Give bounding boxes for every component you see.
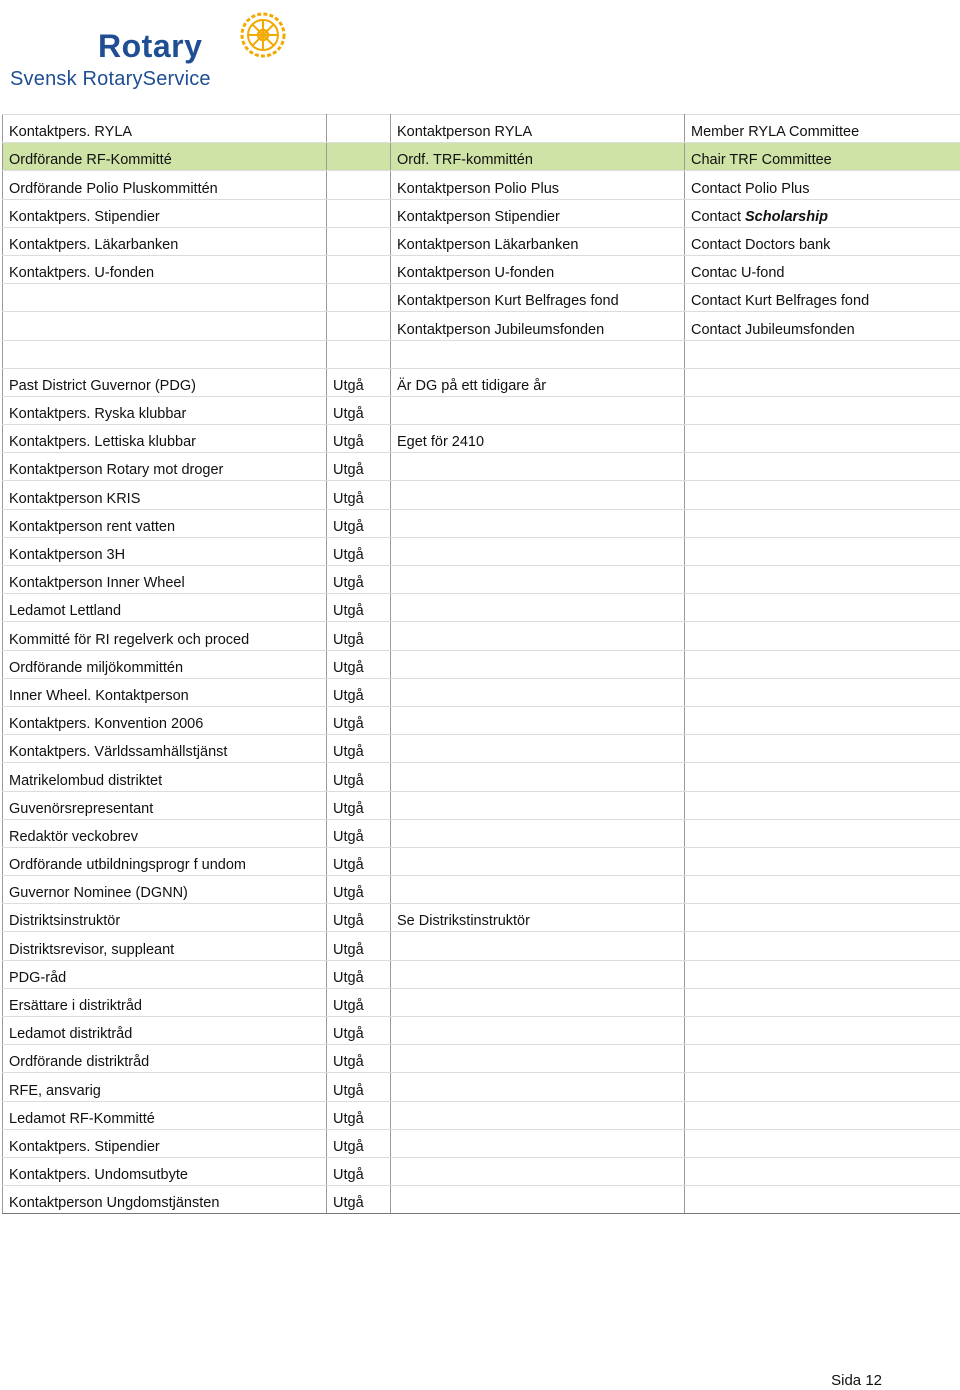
cell-empty xyxy=(685,566,960,594)
cell-role-old: Kontaktpers. Undomsutbyte xyxy=(3,1157,327,1185)
cell-note xyxy=(391,650,685,678)
cell-status: Utgå xyxy=(327,1186,391,1214)
cell-empty xyxy=(685,932,960,960)
cell-text: Contact xyxy=(691,208,745,225)
cell-note xyxy=(391,481,685,509)
table-row xyxy=(3,706,960,734)
table-row xyxy=(3,960,960,988)
cell-note xyxy=(391,1157,685,1185)
table-row xyxy=(3,791,960,819)
table-row xyxy=(3,453,960,481)
cell-role-old: Kontaktpers. Stipendier xyxy=(3,1129,327,1157)
cell-role-english: Contac U-fond xyxy=(685,255,960,283)
cell-role-old: Kommitté för RI regelverk och proced xyxy=(3,622,327,650)
cell-status xyxy=(327,255,391,283)
cell-role-old: Ordförande distriktråd xyxy=(3,1045,327,1073)
cell-role-old: Ordförande Polio Pluskommittén xyxy=(3,171,327,199)
cell-empty xyxy=(685,1157,960,1185)
cell-role-old: Ledamot RF-Kommitté xyxy=(3,1101,327,1129)
cell-empty xyxy=(685,876,960,904)
cell-note xyxy=(391,1017,685,1045)
cell-empty xyxy=(3,340,327,368)
cell-role-old: Kontaktpers. Världssamhällstjänst xyxy=(3,735,327,763)
cell-empty xyxy=(685,537,960,565)
table-row xyxy=(3,1045,960,1073)
cell-status: Utgå xyxy=(327,396,391,424)
table-row xyxy=(3,988,960,1016)
cell-empty xyxy=(685,425,960,453)
cell-empty xyxy=(685,650,960,678)
cell-role-english: Contact Jubileumsfonden xyxy=(685,312,960,340)
cell-role-english: Contact Kurt Belfrages fond xyxy=(685,284,960,312)
table-row xyxy=(3,509,960,537)
cell-role-old: Kontaktperson Ungdomstjänsten xyxy=(3,1186,327,1214)
cell-role-old: Kontaktpers. Konvention 2006 xyxy=(3,706,327,734)
cell-note xyxy=(391,509,685,537)
table-row xyxy=(3,115,960,143)
cell-note xyxy=(391,1045,685,1073)
cell-note: Se Distrikstinstruktör xyxy=(391,904,685,932)
cell-role-old xyxy=(3,284,327,312)
cell-status xyxy=(327,199,391,227)
cell-status: Utgå xyxy=(327,481,391,509)
cell-role-old: Guvernor Nominee (DGNN) xyxy=(3,876,327,904)
cell-role-old: Kontaktperson 3H xyxy=(3,537,327,565)
cell-role-old: Kontaktperson rent vatten xyxy=(3,509,327,537)
table-row xyxy=(3,650,960,678)
cell-role-new: Ordf. TRF-kommittén xyxy=(391,143,685,171)
cell-role-old: Inner Wheel. Kontaktperson xyxy=(3,678,327,706)
cell-note xyxy=(391,537,685,565)
table-row xyxy=(3,368,960,396)
cell-role-old: Matrikelombud distriktet xyxy=(3,763,327,791)
cell-status: Utgå xyxy=(327,763,391,791)
logo-rotary-wordmark: Rotary xyxy=(98,28,203,64)
cell-role-new: Kontaktperson Läkarbanken xyxy=(391,227,685,255)
cell-status: Utgå xyxy=(327,988,391,1016)
table-row xyxy=(3,763,960,791)
cell-empty xyxy=(685,847,960,875)
cell-empty xyxy=(685,509,960,537)
cell-role-old: Kontaktpers. Läkarbanken xyxy=(3,227,327,255)
table-row xyxy=(3,932,960,960)
cell-note xyxy=(391,763,685,791)
cell-note xyxy=(391,932,685,960)
cell-note xyxy=(391,791,685,819)
discontinued-roles xyxy=(3,368,960,1214)
cell-role-old: Kontaktperson KRIS xyxy=(3,481,327,509)
cell-role-old: Kontaktpers. Ryska klubbar xyxy=(3,396,327,424)
cell-status: Utgå xyxy=(327,622,391,650)
cell-empty xyxy=(685,396,960,424)
cell-status: Utgå xyxy=(327,1157,391,1185)
cell-role-english xyxy=(685,199,960,227)
role-mapping-table xyxy=(2,114,960,1214)
cell-role-old: Kontaktpers. U-fonden xyxy=(3,255,327,283)
table-row xyxy=(3,425,960,453)
header-logo xyxy=(10,8,290,92)
table-row xyxy=(3,227,960,255)
cell-note xyxy=(391,819,685,847)
cell-role-new: Kontaktperson Jubileumsfonden xyxy=(391,312,685,340)
cell-role-new: Kontaktperson RYLA xyxy=(391,115,685,143)
cell-empty xyxy=(685,819,960,847)
cell-role-old: Distriktsinstruktör xyxy=(3,904,327,932)
cell-status: Utgå xyxy=(327,735,391,763)
cell-note xyxy=(391,1186,685,1214)
cell-note xyxy=(391,960,685,988)
cell-empty xyxy=(685,960,960,988)
cell-empty xyxy=(685,735,960,763)
cell-empty xyxy=(685,988,960,1016)
cell-status: Utgå xyxy=(327,1073,391,1101)
cell-role-old: Kontaktpers. RYLA xyxy=(3,115,327,143)
cell-status: Utgå xyxy=(327,678,391,706)
cell-status: Utgå xyxy=(327,904,391,932)
cell-empty xyxy=(685,791,960,819)
cell-text-emphasis: Scholarship xyxy=(745,208,828,225)
cell-role-old: Ledamot distriktråd xyxy=(3,1017,327,1045)
cell-note: Eget för 2410 xyxy=(391,425,685,453)
logo-subtitle: Svensk RotaryService xyxy=(10,68,211,90)
cell-role-old: Kontaktpers. Lettiska klubbar xyxy=(3,425,327,453)
table-row xyxy=(3,537,960,565)
cell-status xyxy=(327,227,391,255)
cell-role-english: Contact Polio Plus xyxy=(685,171,960,199)
table-row xyxy=(3,312,960,340)
cell-note xyxy=(391,594,685,622)
cell-empty xyxy=(685,1186,960,1214)
table-row xyxy=(3,735,960,763)
cell-empty xyxy=(685,904,960,932)
cell-status: Utgå xyxy=(327,650,391,678)
table-row xyxy=(3,876,960,904)
cell-note xyxy=(391,706,685,734)
table-row xyxy=(3,1186,960,1214)
cell-empty xyxy=(685,340,960,368)
table-row xyxy=(3,622,960,650)
cell-status: Utgå xyxy=(327,791,391,819)
cell-status: Utgå xyxy=(327,847,391,875)
cell-role-old: Ledamot Lettland xyxy=(3,594,327,622)
cell-status: Utgå xyxy=(327,425,391,453)
cell-empty xyxy=(685,1073,960,1101)
table-row xyxy=(3,819,960,847)
cell-role-old: Ordförande utbildningsprogr f undom xyxy=(3,847,327,875)
cell-note xyxy=(391,1129,685,1157)
table-row xyxy=(3,678,960,706)
table-row xyxy=(3,1073,960,1101)
cell-status: Utgå xyxy=(327,1129,391,1157)
page-number: Sida 12 xyxy=(831,1372,882,1389)
table-row xyxy=(3,566,960,594)
cell-empty xyxy=(327,340,391,368)
table-row xyxy=(3,904,960,932)
cell-empty xyxy=(685,594,960,622)
cell-status: Utgå xyxy=(327,960,391,988)
cell-role-new: Kontaktperson Polio Plus xyxy=(391,171,685,199)
cell-note: Är DG på ett tidigare år xyxy=(391,368,685,396)
table-row xyxy=(3,171,960,199)
table-row xyxy=(3,1157,960,1185)
table-row-highlighted xyxy=(3,143,960,171)
table-row xyxy=(3,481,960,509)
cell-empty xyxy=(685,1017,960,1045)
cell-note xyxy=(391,1073,685,1101)
cell-status: Utgå xyxy=(327,566,391,594)
cell-empty xyxy=(685,368,960,396)
cell-role-old: PDG-råd xyxy=(3,960,327,988)
cell-status: Utgå xyxy=(327,537,391,565)
cell-empty xyxy=(685,678,960,706)
cell-role-old: Guvenörsrepresentant xyxy=(3,791,327,819)
cell-status: Utgå xyxy=(327,453,391,481)
table-row xyxy=(3,396,960,424)
cell-status: Utgå xyxy=(327,368,391,396)
cell-empty xyxy=(391,340,685,368)
cell-note xyxy=(391,566,685,594)
cell-role-old: Redaktör veckobrev xyxy=(3,819,327,847)
cell-role-english: Chair TRF Committee xyxy=(685,143,960,171)
cell-role-old: Kontaktpers. Stipendier xyxy=(3,199,327,227)
cell-role-old: Distriktsrevisor, suppleant xyxy=(3,932,327,960)
cell-status: Utgå xyxy=(327,932,391,960)
table-row xyxy=(3,284,960,312)
cell-note xyxy=(391,396,685,424)
cell-status: Utgå xyxy=(327,706,391,734)
table-row xyxy=(3,1129,960,1157)
cell-empty xyxy=(685,706,960,734)
cell-status xyxy=(327,171,391,199)
cell-empty xyxy=(685,481,960,509)
cell-status: Utgå xyxy=(327,1045,391,1073)
cell-status xyxy=(327,143,391,171)
cell-status: Utgå xyxy=(327,1017,391,1045)
cell-note xyxy=(391,876,685,904)
cell-role-old: Ordförande RF-Kommitté xyxy=(3,143,327,171)
cell-role-old: Kontaktperson Rotary mot droger xyxy=(3,453,327,481)
cell-role-new: Kontaktperson Kurt Belfrages fond xyxy=(391,284,685,312)
table-row xyxy=(3,1017,960,1045)
cell-status: Utgå xyxy=(327,1101,391,1129)
cell-empty xyxy=(685,453,960,481)
cell-role-old: RFE, ansvarig xyxy=(3,1073,327,1101)
table-row xyxy=(3,199,960,227)
cell-status xyxy=(327,284,391,312)
cell-status xyxy=(327,312,391,340)
cell-status: Utgå xyxy=(327,594,391,622)
cell-status xyxy=(327,115,391,143)
cell-role-english: Contact Doctors bank xyxy=(685,227,960,255)
cell-note xyxy=(391,453,685,481)
cell-role-old: Kontaktperson Inner Wheel xyxy=(3,566,327,594)
rotary-wheel-icon xyxy=(238,10,288,60)
cell-empty xyxy=(685,1101,960,1129)
cell-empty xyxy=(685,1045,960,1073)
cell-role-old: Ordförande miljökommittén xyxy=(3,650,327,678)
cell-status: Utgå xyxy=(327,509,391,537)
cell-note xyxy=(391,988,685,1016)
cell-role-old: Past District Guvernor (PDG) xyxy=(3,368,327,396)
cell-note xyxy=(391,1101,685,1129)
cell-note xyxy=(391,847,685,875)
table-row xyxy=(3,847,960,875)
cell-empty xyxy=(685,1129,960,1157)
table-row-spacer xyxy=(3,340,960,368)
cell-status: Utgå xyxy=(327,876,391,904)
cell-role-english: Member RYLA Committee xyxy=(685,115,960,143)
cell-status: Utgå xyxy=(327,819,391,847)
cell-note xyxy=(391,678,685,706)
cell-role-new: Kontaktperson U-fonden xyxy=(391,255,685,283)
cell-empty xyxy=(685,763,960,791)
cell-empty xyxy=(685,622,960,650)
table-row xyxy=(3,255,960,283)
cell-note xyxy=(391,735,685,763)
cell-role-old: Ersättare i distriktråd xyxy=(3,988,327,1016)
cell-note xyxy=(391,622,685,650)
cell-role-old xyxy=(3,312,327,340)
table-row xyxy=(3,594,960,622)
table-row xyxy=(3,1101,960,1129)
cell-role-new: Kontaktperson Stipendier xyxy=(391,199,685,227)
